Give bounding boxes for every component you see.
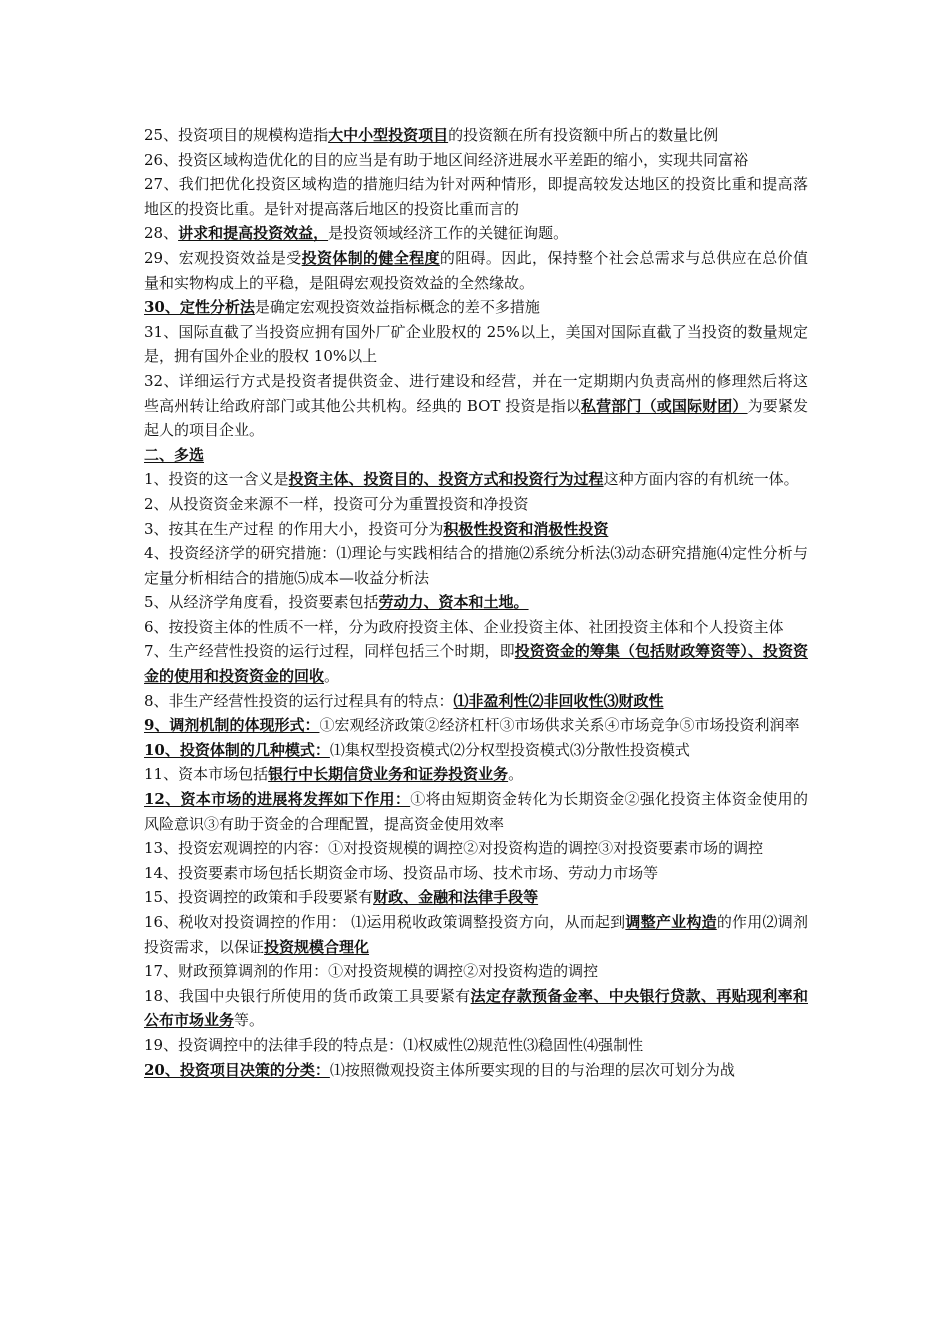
text-run: 3、按其在生产过程 的作用大小，投资可分为 (144, 519, 444, 538)
text-run: 27、我们把优化投资区域构造的措施归结为针对两种情形，即提高较发达地区的投资比重和提高落地区的投资比重。是针对提高落后地区的投资比重而言的 (144, 175, 808, 218)
paragraph (144, 836, 808, 861)
text-run: 7、生产经营性投资的运行过程，同样包括三个时期，即 (144, 642, 515, 661)
bold-underlined-text: 二、多选 (144, 445, 205, 464)
bold-underlined-text: ⑴非盈利性⑵非回收性⑶财政性 (453, 691, 664, 710)
paragraph (144, 713, 808, 738)
text-run: 19、投资调控中的法律手段的特点是：⑴权威性⑵规范性⑶稳固性⑷强制性 (144, 1035, 644, 1054)
text-run: 是投资领域经济工作的关键征询题。 (328, 224, 569, 243)
bold-underlined-text: 财政、金融和法律手段等 (373, 888, 539, 907)
paragraph (144, 984, 808, 1033)
text-run: 29、宏观投资效益是受 (144, 248, 302, 267)
text-run: 14、投资要素市场包括长期资金市场、投资品市场、技术市场、劳动力市场等 (144, 863, 659, 882)
text-run: 的作用⑵调剂投资需求，以保证 (144, 913, 808, 956)
bold-underlined-text: 投资资金的筹集（包括财政筹资等）、投资资金的使用和投资资金的回收 (144, 642, 808, 686)
paragraph (144, 787, 808, 836)
paragraph (144, 492, 808, 517)
paragraph (144, 959, 808, 984)
paragraph (144, 517, 808, 542)
bold-underlined-text: 12、资本市场的进展将发挥如下作用： (144, 790, 411, 809)
paragraph (144, 443, 808, 468)
bold-underlined-text: 劳动力、资本和土地。 (378, 593, 529, 612)
text-run: 28、 (144, 224, 179, 243)
paragraph (144, 738, 808, 763)
text-run: ⑴集权型投资模式⑵分权型投资模式⑶分散性投资模式 (329, 740, 690, 759)
bold-underlined-text: 法定存款预备金率、中央银行贷款、再贴现利率和公布市场业务 (144, 986, 808, 1030)
paragraph (144, 221, 808, 246)
paragraph (144, 590, 808, 615)
text-run: 32、详细运行方式是投资者提供资金、进行建设和经营，并在一定期期内负责高州的修理然后将这些高州转让给政府部门或其他公共机构。经典的 BOT 投资是指以 (144, 371, 808, 415)
text-run: 13、投资宏观调控的内容：①对投资规模的调控②对投资构造的调控③对投资要素市场的调控 (144, 839, 764, 858)
paragraph (144, 172, 808, 221)
text-run: 1、投资的这一含义是 (144, 470, 289, 489)
text-run: 等。 (234, 1011, 265, 1030)
text-run: ①将由短期资金转化为长期资金②强化投资主体资金使用的风险意识③有助于资金的合理配置，提高资金使用效率 (144, 790, 808, 833)
paragraph (144, 369, 808, 443)
text-run: 的阻碍。因此，保持整个社会总需求与总供应在总价值量和实物构成上的平稳，是阻碍宏观投资效益的全然缘故。 (144, 248, 808, 292)
paragraph (144, 1033, 808, 1058)
paragraph (144, 910, 808, 959)
text-run: 31、国际直截了当投资应拥有国外厂矿企业股权的 25%以上，美国对国际直截了当投资的数量规定是，拥有国外企业的股权 10%以上 (144, 322, 808, 366)
bold-underlined-text: 调整产业构造 (625, 913, 717, 931)
text-run: 15、投资调控的政策和手段要紧有 (144, 888, 374, 907)
bold-underlined-text: 10、投资体制的几种模式： (144, 740, 330, 759)
text-run: 。 (324, 667, 340, 686)
text-run: 16、税收对投资调控的作用： ⑴运用税收政策调整投资方向，从而起到 (144, 913, 626, 931)
bold-underlined-text: 大中小型投资项目 (328, 126, 449, 144)
paragraph (144, 1058, 808, 1083)
paragraph (144, 541, 808, 590)
text-run: 26、投资区域构造优化的目的应当是有助于地区间经济进展水平差距的缩小，实现共同富裕 (144, 150, 749, 169)
text-run: 是确定宏观投资效益指标概念的差不多措施 (254, 298, 540, 317)
text-run: 。 (508, 765, 524, 784)
paragraph (144, 639, 808, 688)
text-run: 这种方面内容的有机统一体。 (603, 470, 799, 489)
bold-underlined-text: 30、定性分析法 (144, 298, 255, 317)
paragraph (144, 885, 808, 910)
bold-underlined-text: 9、调剂机制的体现形式： (144, 716, 320, 735)
paragraph (144, 467, 808, 492)
bold-underlined-text: 积极性投资和消极性投资 (443, 519, 609, 538)
bold-underlined-text: 投资体制的健全程度 (301, 248, 440, 267)
paragraph (144, 861, 808, 886)
bold-underlined-text: 讲求和提高投资效益， (178, 224, 329, 243)
text-run: 25、投资项目的规模构造指 (144, 126, 329, 144)
text-run: 6、按投资主体的性质不一样，分为政府投资主体、企业投资主体、社团投资主体和个人投资主体 (144, 617, 784, 636)
text-run: 2、从投资资金来源不一样，投资可分为重置投资和净投资 (144, 494, 529, 513)
text-run: ①宏观经济政策②经济杠杆③市场供求关系④市场竞争⑤市场投资利润率 (319, 716, 800, 735)
text-run: ⑴按照微观投资主体所要实现的目的与治理的层次可划分为战 (329, 1060, 735, 1079)
bold-underlined-text: 银行中长期信贷业务和证券投资业务 (268, 765, 509, 784)
bold-underlined-text: 投资主体、投资目的、投资方式和投资行为过程 (288, 470, 604, 489)
text-run: 4、投资经济学的研究措施：⑴理论与实践相结合的措施⑵系统分析法⑶动态研究措施⑷定性分析与定量分析相结合的措施⑸成本—收益分析法 (144, 544, 808, 587)
paragraph (144, 148, 808, 173)
text-run: 11、资本市场包括 (144, 765, 269, 784)
bold-underlined-text: 20、投资项目决策的分类： (144, 1060, 330, 1079)
text-run: 为要紧发起人的项目企业。 (144, 396, 808, 440)
text-run: 17、财政预算调剂的作用：①对投资规模的调控②对投资构造的调控 (144, 962, 599, 981)
paragraph (144, 320, 808, 369)
paragraph (144, 295, 808, 320)
bold-underlined-text: 投资规模合理化 (264, 937, 370, 956)
text-run: 18、我国中央银行所使用的货币政策工具要紧有 (144, 986, 471, 1005)
paragraph (144, 615, 808, 640)
paragraph (144, 246, 808, 295)
text-run: 的投资额在所有投资额中所占的数量比例 (448, 126, 719, 144)
paragraph (144, 123, 808, 148)
text-run: 8、非生产经营性投资的运行过程具有的特点： (144, 691, 454, 710)
document-body (144, 123, 808, 1082)
bold-underlined-text: 私营部门（或国际财团） (581, 396, 748, 415)
paragraph (144, 762, 808, 787)
text-run: 5、从经济学角度看，投资要素包括 (144, 593, 379, 612)
paragraph (144, 689, 808, 714)
